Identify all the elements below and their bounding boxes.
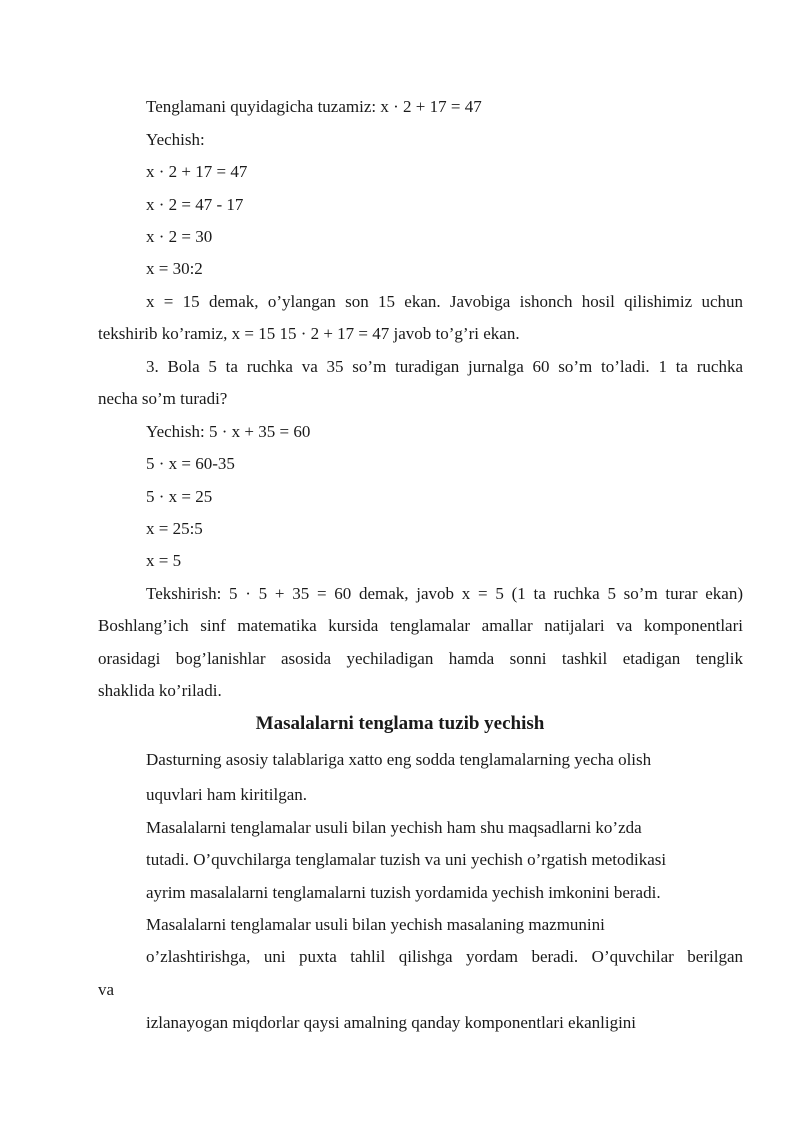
equation-line: Yechish: 5 · x + 35 = 60 [146,422,311,441]
paragraph-line: 3. Bola 5 ta ruchka va 35 so’m turadigan jurnalga 60 so’m to’ladi. 1 ta ruchka [146,357,743,376]
paragraph-line: shaklida ko’riladi. [98,681,222,700]
paragraph-line: izlanayogan miqdorlar qaysi amalning qanday komponentlari ekanligini [146,1013,637,1032]
text-line: Tenglamani quyidagicha tuzamiz: x · 2 + 17 = 47 [146,97,482,116]
paragraph-line: o’zlashtirishga, uni puxta tahlil qilishga yordam beradi. O’quvchilar berilgan [146,947,743,966]
paragraph-line: Boshlang’ich sinf matematika kursida tenglamalar amallar natijalari va komponentlari [98,616,743,635]
paragraph-line: tutadi. O’quvchilarga tenglamalar tuzish va uni yechish o’rgatish metodikasi [146,850,667,869]
paragraph-line: necha so’m turadi? [98,389,228,408]
paragraph-line: Masalalarni tenglamalar usuli bilan yechish ham shu maqsadlarni ko’zda [146,818,642,837]
paragraph-line: ayrim masalalarni tenglamalarni tuzish yordamida yechish imkonini beradi. [146,883,661,902]
equation-line: x · 2 = 47 - 17 [146,195,244,214]
equation-line: 5 · x = 60-35 [146,454,235,473]
equation-line: x · 2 + 17 = 47 [146,162,248,181]
equation-line: x = 5 [146,551,182,570]
paragraph-line: orasidagi bog’lanishlar asosida yechiladigan hamda sonni tashkil etadigan tenglik [98,649,743,668]
paragraph-line: uquvlari ham kiritilgan. [146,785,307,804]
text-line: Yechish: [146,130,205,149]
paragraph-line: Masalalarni tenglamalar usuli bilan yechish masalaning mazmunini [146,915,605,934]
paragraph-line: va [98,980,115,999]
equation-line: x = 30:2 [146,259,203,278]
paragraph-line: Dasturning asosiy talablariga xatto eng sodda tenglamalarning yecha olish [146,750,652,769]
equation-line: 5 · x = 25 [146,487,213,506]
paragraph-line: Tekshirish: 5 · 5 + 35 = 60 demak, javob x = 5 (1 ta ruchka 5 so’m turar ekan) [146,584,743,603]
section-heading: Masalalarni tenglama tuzib yechish [255,713,545,734]
paragraph-line: tekshirib ko’ramiz, x = 15 15 · 2 + 17 = 47 javob to’g’ri ekan. [98,324,520,343]
equation-line: x · 2 = 30 [146,227,213,246]
paragraph-line: x = 15 demak, o’ylangan son 15 ekan. Javobiga ishonch hosil qilishimiz uchun [146,292,743,311]
equation-line: x = 25:5 [146,519,203,538]
